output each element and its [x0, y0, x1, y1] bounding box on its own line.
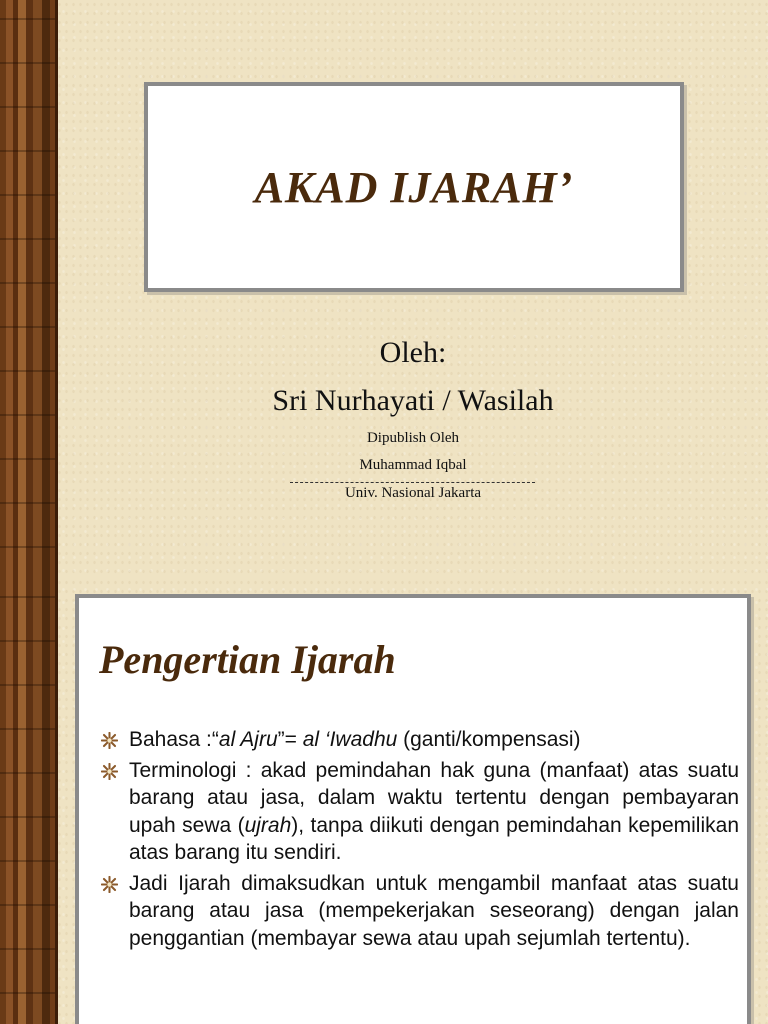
- bullet-text: ), tanpa diikuti dengan pemindahan kepemilikan atas barang itu sendiri.: [129, 813, 739, 864]
- slide-heading: Pengertian Ijarah: [99, 637, 396, 682]
- institution: Univ. Nasional Jakarta: [344, 485, 482, 501]
- bullet-text: ”=: [277, 728, 303, 751]
- bullet-item: [99, 757, 739, 867]
- bullet-text: Jadi Ijarah dimaksudkan untuk mengambil manfaat atas suatu barang atau jasa (mempekerjakan seseorang) dengan jalan penggantian (membayar sewa atau upah sejumlah tertentu).: [129, 871, 739, 950]
- bullet-item: [99, 726, 739, 754]
- publisher-name: Muhammad Iqbal: [359, 457, 467, 473]
- content-box: [75, 594, 751, 1024]
- dashed-divider: [290, 482, 535, 483]
- bullet-list: [99, 726, 739, 955]
- star-burst-icon: [101, 732, 118, 749]
- arabic-term: al ‘Iwadhu: [302, 728, 398, 751]
- authors: Sri Nurhayati / Wasilah: [272, 384, 554, 417]
- definition-slide: [0, 578, 768, 1024]
- published-by-label: Dipublish Oleh: [366, 430, 460, 446]
- by-label: Oleh:: [379, 336, 447, 369]
- bullet-text: (ganti/kompensasi): [397, 728, 581, 751]
- star-burst-icon: [101, 763, 118, 780]
- arabic-term: ujrah: [244, 813, 292, 837]
- bullet-text: Bahasa :“: [129, 728, 219, 751]
- bullet-text: Terminologi : akad pemindahan hak guna (manfaat) atas suatu barang atau jasa, dalam waktu tertentu dengan pembayaran upah sewa (: [129, 758, 739, 837]
- arabic-term: al Ajru: [218, 728, 278, 751]
- star-burst-icon: [101, 876, 118, 893]
- wood-border: [0, 0, 58, 578]
- wood-border: [0, 578, 58, 1024]
- bullet-item: [99, 870, 739, 953]
- title-box: [144, 82, 684, 292]
- slide-title: AKAD IJARAH’: [254, 162, 574, 212]
